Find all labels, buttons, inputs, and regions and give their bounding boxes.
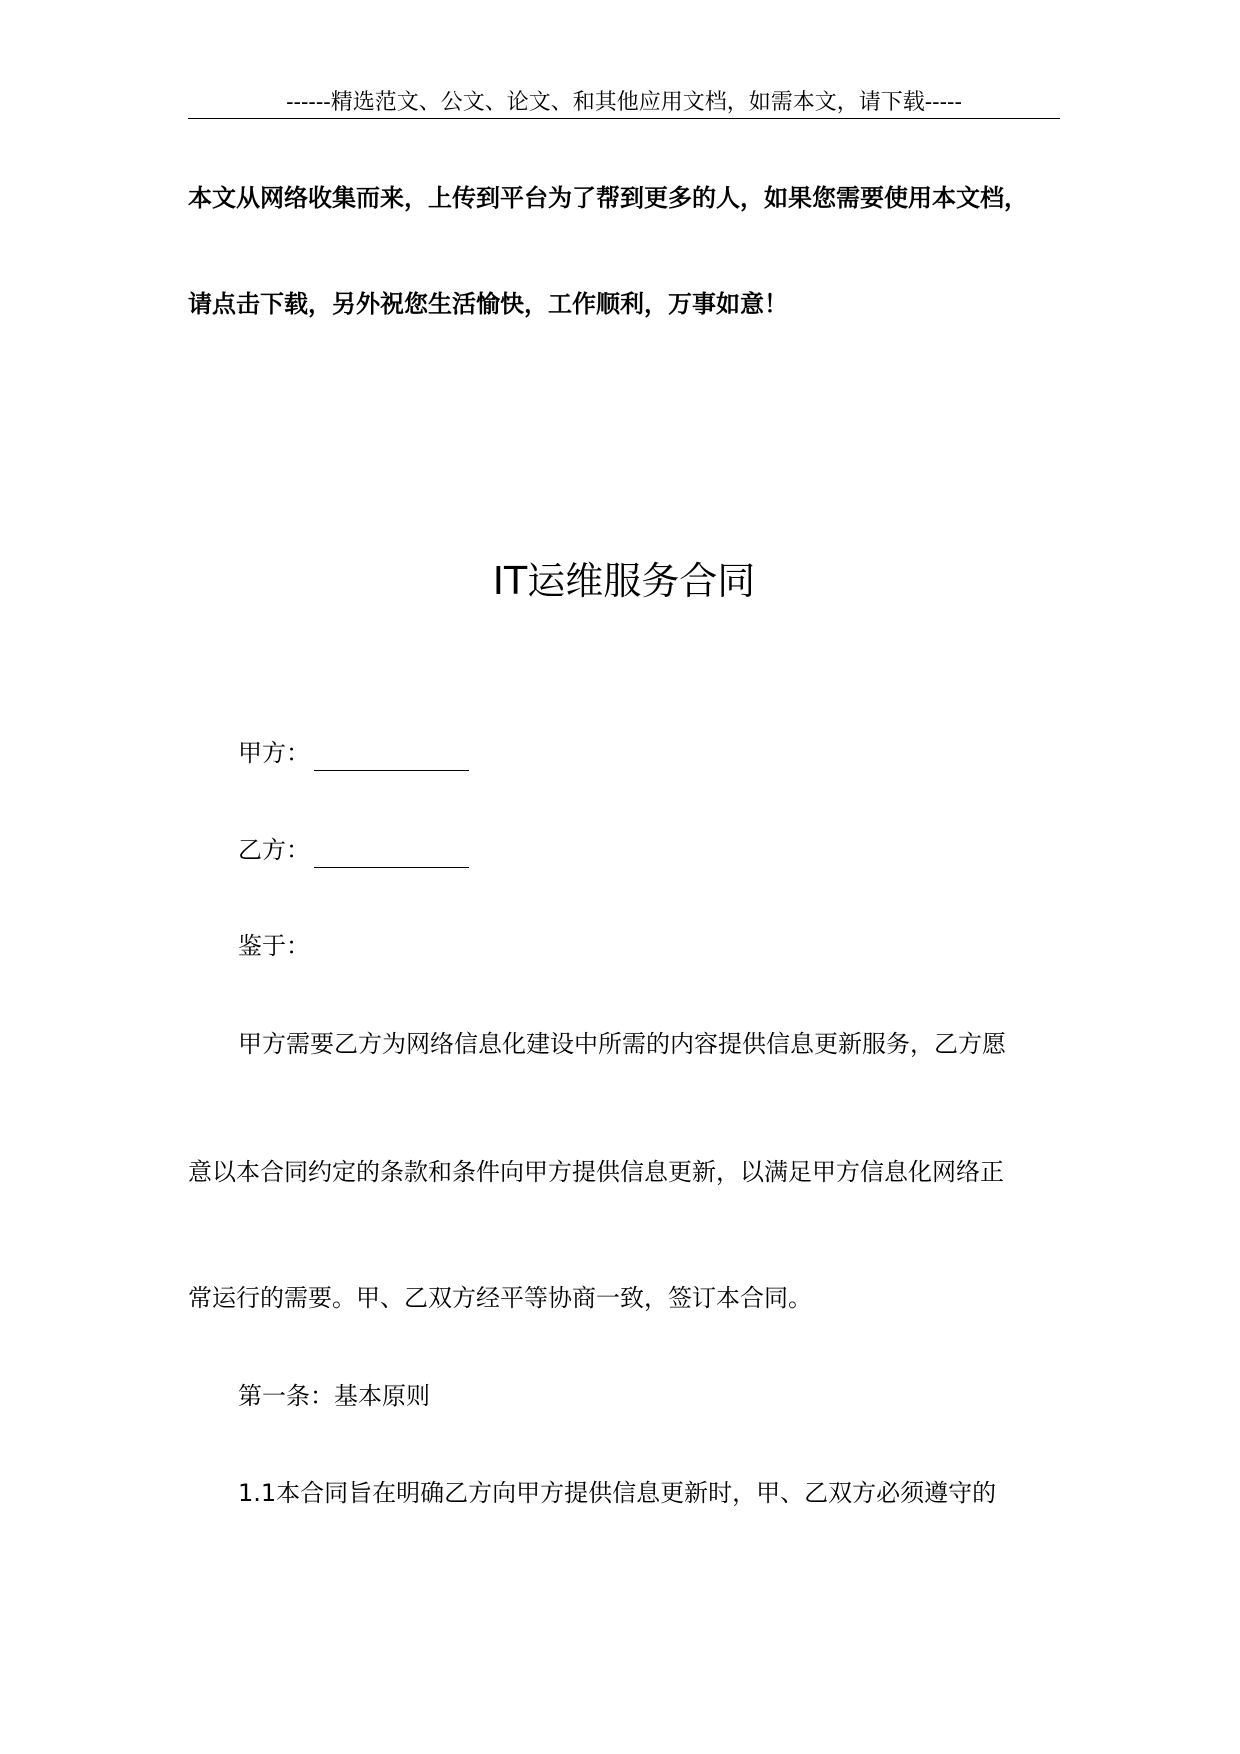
download-notice-line-2: 请点击下载，另外祝您生活愉快，工作顺利，万事如意！ [188,290,788,318]
paragraph-line-2: 意以本合同约定的条款和条件向甲方提供信息更新，以满足甲方信息化网络正 [188,1158,1004,1186]
article-1-item-1: 1.1本合同旨在明确乙方向甲方提供信息更新时，甲、乙双方必须遵守的 [238,1479,997,1507]
download-notice-line-1: 本文从网络收集而来，上传到平台为了帮到更多的人，如果您需要使用本文档， [188,184,1028,212]
page-header: ------精选范文、公文、论文、和其他应用文档，如需本文，请下载----- [188,88,1060,119]
party-a-blank [314,742,469,771]
party-b-blank [314,839,469,868]
paragraph-line-3: 常运行的需要。甲、乙双方经平等协商一致，签订本合同。 [188,1284,812,1312]
article-1-title: 第一条：基本原则 [238,1382,430,1410]
party-b-label: 乙方： [238,836,310,864]
paragraph-line-1: 甲方需要乙方为网络信息化建设中所需的内容提供信息更新服务，乙方愿 [238,1030,1006,1058]
party-b-field [238,832,469,868]
party-a-label: 甲方： [238,739,310,767]
contract-title: IT运维服务合同 [492,559,756,603]
whereas-label: 鉴于： [238,932,310,960]
party-a-field [238,735,469,771]
